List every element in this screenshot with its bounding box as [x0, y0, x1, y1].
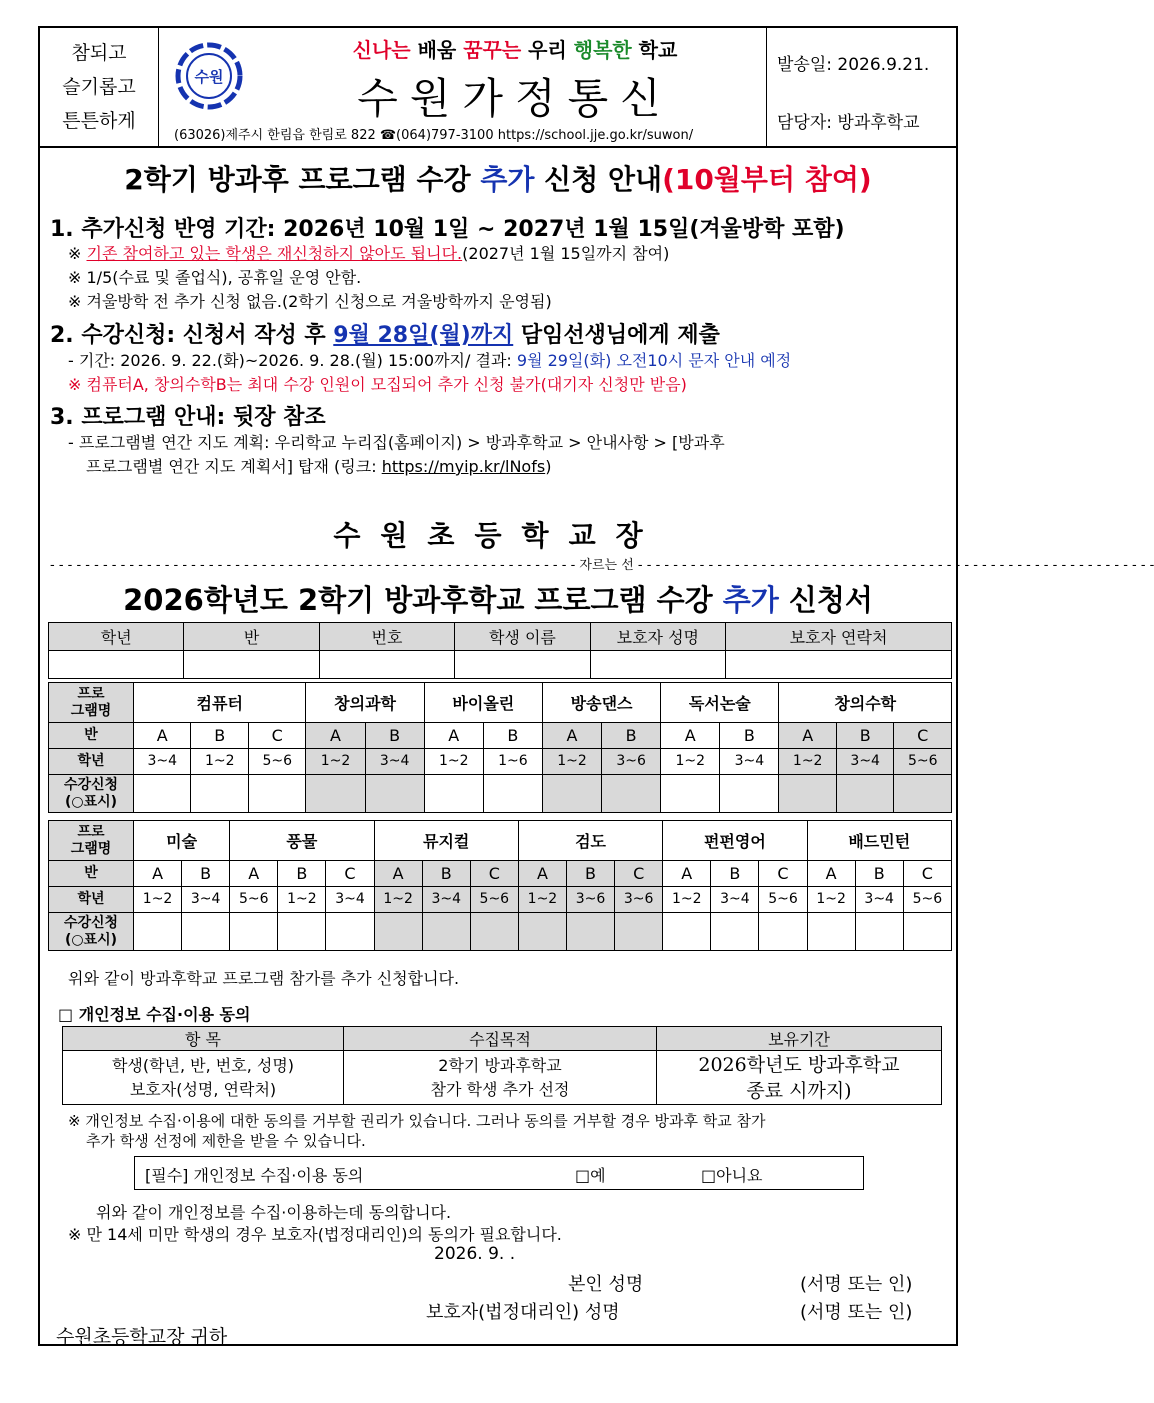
program-name: 뮤지컬	[374, 821, 518, 861]
program-name: 미술	[134, 821, 230, 861]
privacy-header: 항 목	[63, 1027, 344, 1051]
student-input-cell[interactable]	[184, 651, 319, 679]
apply-checkbox-cell[interactable]	[779, 775, 836, 813]
grade-cell: 1~2	[518, 887, 566, 913]
apply-checkbox-cell[interactable]	[807, 913, 855, 951]
grade-cell: 1~2	[807, 887, 855, 913]
student-header: 보호자 성명	[590, 623, 725, 651]
class-cell: C	[470, 861, 518, 887]
apply-checkbox-cell[interactable]	[422, 913, 470, 951]
apply-checkbox-cell[interactable]	[661, 775, 720, 813]
apply-checkbox-cell[interactable]	[720, 775, 779, 813]
apply-checkbox-cell[interactable]	[134, 775, 191, 813]
grade-cell: 1~2	[542, 749, 601, 775]
grade-cell: 5~6	[230, 887, 278, 913]
apply-statement: 위와 같이 방과후학교 프로그램 참가를 추가 신청합니다.	[68, 969, 460, 988]
document-frame	[38, 26, 1154, 1348]
apply-checkbox-cell[interactable]	[374, 913, 422, 951]
row-label: 프로 그램명	[49, 683, 134, 723]
student-header: 보호자 연락처	[726, 623, 952, 651]
main-title-part: 추가	[480, 163, 535, 196]
grade-cell: 3~4	[422, 887, 470, 913]
apply-checkbox-cell[interactable]	[470, 913, 518, 951]
grade-cell: 3~6	[566, 887, 614, 913]
apply-checkbox-cell[interactable]	[566, 913, 614, 951]
grade-cell: 3~4	[855, 887, 903, 913]
grade-cell: 3~4	[711, 887, 759, 913]
grade-cell: 1~2	[134, 887, 182, 913]
grade-cell: 3~4	[182, 887, 230, 913]
privacy-header: 보유기간	[657, 1027, 942, 1051]
class-cell: A	[661, 723, 720, 749]
text: 추가	[722, 583, 779, 617]
grade-cell: 5~6	[470, 887, 518, 913]
apply-checkbox-cell[interactable]	[326, 913, 374, 951]
program-plan-link[interactable]: https://myip.kr/lNofs	[381, 457, 546, 476]
class-cell: B	[191, 723, 248, 749]
class-cell: A	[779, 723, 836, 749]
class-cell: A	[230, 861, 278, 887]
grade-cell: 1~6	[483, 749, 542, 775]
program-table-2	[48, 820, 952, 951]
program-name: 창의수학	[779, 683, 952, 723]
student-header: 학년	[49, 623, 184, 651]
consent-no-checkbox[interactable]: □아니요	[701, 1166, 763, 1185]
class-cell: A	[424, 723, 483, 749]
apply-checkbox-cell[interactable]	[134, 913, 182, 951]
sign-date: 2026. 9. .	[434, 1244, 516, 1264]
program-name: 컴퓨터	[134, 683, 306, 723]
program-name: 창의과학	[306, 683, 424, 723]
slogan-word: 배움	[410, 38, 464, 62]
grade-cell: 5~6	[894, 749, 952, 775]
privacy-purpose: 2학기 방과후학교 참가 학생 추가 선정	[344, 1051, 657, 1105]
grade-cell: 3~4	[365, 749, 424, 775]
class-cell: A	[518, 861, 566, 887]
main-title-part: 2학기 방과후 프로그램 수강	[124, 163, 481, 196]
text: 담임선생님에게 제출	[513, 323, 720, 348]
program-name: 배드민턴	[807, 821, 951, 861]
grade-cell: 3~4	[836, 749, 893, 775]
apply-checkbox-cell[interactable]	[278, 913, 326, 951]
class-cell: B	[602, 723, 661, 749]
student-input-cell[interactable]	[455, 651, 590, 679]
grade-cell: 1~2	[191, 749, 248, 775]
apply-checkbox-cell[interactable]	[424, 775, 483, 813]
grade-cell: 1~2	[424, 749, 483, 775]
cut-label: 자르는 선	[579, 558, 634, 573]
manager: 담당자: 방과후학교	[777, 113, 920, 133]
section-2-line	[68, 348, 791, 371]
addressee: 수원초등학교장 귀하	[56, 1326, 228, 1348]
student-header: 번호	[319, 623, 454, 651]
student-input-cell[interactable]	[49, 651, 184, 679]
newsletter-title: 수원가정통신	[357, 74, 673, 123]
slogan-word: 꿈꾸는	[463, 38, 522, 62]
grade-cell: 1~2	[661, 749, 720, 775]
slogan	[250, 34, 780, 63]
principal-signature: 수원초등학교장	[333, 519, 663, 552]
grade-cell: 1~2	[374, 887, 422, 913]
class-cell: B	[566, 861, 614, 887]
self-seal-label: (서명 또는 인)	[800, 1274, 913, 1295]
section-1-title: 1. 추가신청 반영 기간: 2026년 10월 1일 ~ 2027년 1월 15일(겨울방학 포함)	[50, 217, 845, 242]
section-1-line: ※ 1/5(수료 및 졸업식), 공휴일 운영 안함.	[68, 268, 362, 287]
class-cell: C	[248, 723, 305, 749]
program-name: 독서논술	[661, 683, 779, 723]
row-label: 반	[49, 723, 134, 749]
privacy-header: 수집목적	[344, 1027, 657, 1051]
apply-checkbox-cell[interactable]	[894, 775, 952, 813]
row-label: 반	[49, 861, 134, 887]
text: 9월 29일(화) 오전10시 문자 안내 예정	[516, 351, 792, 370]
privacy-items: 학생(학년, 반, 번호, 성명) 보호자(성명, 연락처)	[63, 1051, 344, 1105]
slogan-word: 우리	[521, 38, 574, 62]
program-table-1	[48, 682, 952, 813]
text: 2026학년도 2학기 방과후학교 프로그램 수강	[123, 583, 723, 617]
guardian-name-label: 보호자(법정대리인) 성명	[426, 1302, 620, 1323]
grade-cell: 1~2	[306, 749, 365, 775]
apply-checkbox-cell[interactable]	[306, 775, 365, 813]
apply-checkbox-cell[interactable]	[182, 913, 230, 951]
section-1-line: ※ 겨울방학 전 추가 신청 없음.(2학기 신청으로 겨울방학까지 운영됨)	[68, 292, 552, 311]
row-label: 수강신청 (○표시)	[49, 775, 134, 813]
header	[40, 28, 956, 148]
student-input-cell[interactable]	[726, 651, 952, 679]
class-cell: C	[894, 723, 952, 749]
apply-checkbox-cell[interactable]	[711, 913, 759, 951]
student-header: 반	[184, 623, 319, 651]
grade-cell: 3~4	[720, 749, 779, 775]
logo-text: 수원	[194, 68, 224, 86]
main-title-part: 신청 안내	[534, 163, 663, 196]
class-cell: A	[134, 723, 191, 749]
class-cell: B	[711, 861, 759, 887]
main-title	[40, 158, 956, 198]
text: 신청서	[778, 583, 873, 617]
apply-checkbox-cell[interactable]	[615, 913, 663, 951]
apply-checkbox-cell[interactable]	[483, 775, 542, 813]
grade-cell: 5~6	[903, 887, 951, 913]
text: (2027년 1월 15일까지 참여)	[462, 244, 670, 263]
apply-checkbox-cell[interactable]	[518, 913, 566, 951]
section-3-line: - 프로그램별 연간 지도 계획: 우리학교 누리집(홈페이지) > 방과후학교 > 안내사항 > [방과후	[68, 433, 725, 452]
privacy-period: 2026학년도 방과후학교 종료 시까지)	[657, 1051, 942, 1105]
grade-cell: 3~6	[602, 749, 661, 775]
apply-checkbox-cell[interactable]	[230, 913, 278, 951]
class-cell: A	[374, 861, 422, 887]
grade-cell: 1~2	[278, 887, 326, 913]
section-1-line	[68, 241, 669, 264]
agree-statement: 위와 같이 개인정보를 수집·이용하는데 동의합니다.	[96, 1203, 452, 1222]
class-cell: B	[836, 723, 893, 749]
text: 기존 참여하고 있는 학생은 재신청하지 않아도 됩니다.	[86, 244, 463, 263]
apply-checkbox-cell[interactable]	[602, 775, 661, 813]
grade-cell: 5~6	[248, 749, 305, 775]
self-name-label: 본인 성명	[568, 1274, 644, 1295]
motto-line: 튼튼하게	[62, 110, 136, 132]
program-name: 펀펀영어	[663, 821, 807, 861]
form-title	[40, 578, 956, 619]
apply-checkbox-cell[interactable]	[903, 913, 951, 951]
section-3-title: 3. 프로그램 안내: 뒷장 참조	[50, 405, 326, 430]
apply-checkbox-cell[interactable]	[836, 775, 893, 813]
text: 9월 28일(월)까지	[333, 323, 514, 348]
apply-checkbox-cell[interactable]	[663, 913, 711, 951]
class-cell: B	[855, 861, 903, 887]
class-cell: B	[278, 861, 326, 887]
motto-line: 참되고	[71, 42, 127, 64]
text: 프로그램별 연간 지도 계획서] 탑재 (링크:	[86, 457, 382, 476]
school-logo-icon	[175, 42, 243, 110]
slogan-word: 신나는	[352, 38, 411, 62]
slogan-word: 행복한	[573, 38, 632, 62]
apply-checkbox-cell[interactable]	[248, 775, 305, 813]
grade-cell: 5~6	[759, 887, 807, 913]
apply-checkbox-cell[interactable]	[365, 775, 424, 813]
grade-cell: 1~2	[663, 887, 711, 913]
privacy-note: 추가 학생 선정에 제한을 받을 수 있습니다.	[86, 1132, 366, 1150]
class-cell: B	[483, 723, 542, 749]
apply-checkbox-cell[interactable]	[542, 775, 601, 813]
main-title-part: (10월부터 참여)	[662, 163, 872, 196]
class-cell: A	[542, 723, 601, 749]
class-cell: C	[903, 861, 951, 887]
consent-box	[134, 1156, 864, 1190]
class-cell: B	[422, 861, 470, 887]
class-cell: B	[720, 723, 779, 749]
row-label: 학년	[49, 749, 134, 775]
apply-checkbox-cell[interactable]	[191, 775, 248, 813]
slogan-word: 학교	[631, 38, 678, 62]
grade-cell: 1~2	[779, 749, 836, 775]
minor-note: ※ 만 14세 미만 학생의 경우 보호자(법정대리인)의 동의가 필요합니다.	[68, 1225, 562, 1244]
row-label: 학년	[49, 887, 134, 913]
student-input-cell[interactable]	[590, 651, 725, 679]
text: ※	[68, 244, 87, 263]
student-header: 학생 이름	[455, 623, 590, 651]
class-cell: A	[807, 861, 855, 887]
privacy-table	[62, 1026, 942, 1105]
motto-line: 슬기롭고	[62, 76, 136, 98]
guardian-seal-label: (서명 또는 인)	[800, 1302, 913, 1323]
text: )	[545, 457, 552, 476]
text: 2. 수강신청: 신청서 작성 후	[50, 323, 334, 348]
meta-box	[766, 28, 957, 146]
row-label: 프로 그램명	[49, 821, 134, 861]
grade-cell: 3~4	[134, 749, 191, 775]
program-name: 검도	[518, 821, 662, 861]
cut-line: - - - - - - - - - - - - - - - - - - - - - - - - - - - - - - - - - - - - - - - - - - - - - - - - - - - - - - - - - - - - 자르는 선 - - - - - - - - - - - - - - - - - - - - - - - - - - - - - - - - - - - - - - - - - - - - - - - - - - - - - - - - - - -	[50, 558, 1154, 573]
consent-yes-checkbox[interactable]: □예	[575, 1166, 606, 1185]
class-cell: A	[306, 723, 365, 749]
class-cell: C	[759, 861, 807, 887]
issue-date: 발송일: 2026.9.21.	[777, 55, 930, 75]
section-3-line	[86, 454, 551, 477]
consent-label: [필수] 개인정보 수집·이용 동의	[145, 1166, 364, 1185]
program-name: 풍물	[230, 821, 374, 861]
class-cell: B	[182, 861, 230, 887]
apply-checkbox-cell[interactable]	[759, 913, 807, 951]
text: - 기간: 2026. 9. 22.(화)~2026. 9. 28.(월) 15:00까지/ 결과:	[68, 351, 517, 370]
student-input-cell[interactable]	[319, 651, 454, 679]
row-label: 수강신청 (○표시)	[49, 913, 134, 951]
class-cell: C	[615, 861, 663, 887]
privacy-note: ※ 개인정보 수집·이용에 대한 동의를 거부할 권리가 있습니다. 그러나 동의를 거부할 경우 방과후 학교 참가	[68, 1112, 766, 1130]
program-name: 방송댄스	[542, 683, 660, 723]
program-name: 바이올린	[424, 683, 542, 723]
section-2-line: ※ 컴퓨터A, 창의수학B는 최대 수강 인원이 모집되어 추가 신청 불가(대기자 신청만 받음)	[68, 375, 687, 394]
class-cell: B	[365, 723, 424, 749]
school-motto	[40, 28, 159, 146]
class-cell: A	[663, 861, 711, 887]
student-info-table	[48, 622, 952, 679]
class-cell: A	[134, 861, 182, 887]
apply-checkbox-cell[interactable]	[855, 913, 903, 951]
grade-cell: 3~6	[615, 887, 663, 913]
privacy-title: □ 개인정보 수집·이용 동의	[58, 1005, 251, 1024]
grade-cell: 3~4	[326, 887, 374, 913]
class-cell: C	[326, 861, 374, 887]
school-address: (63026)제주시 한림읍 한림로 822 ☎(064)797-3100 https://school.jje.go.kr/suwon/	[174, 128, 694, 143]
section-2-title	[50, 318, 720, 349]
